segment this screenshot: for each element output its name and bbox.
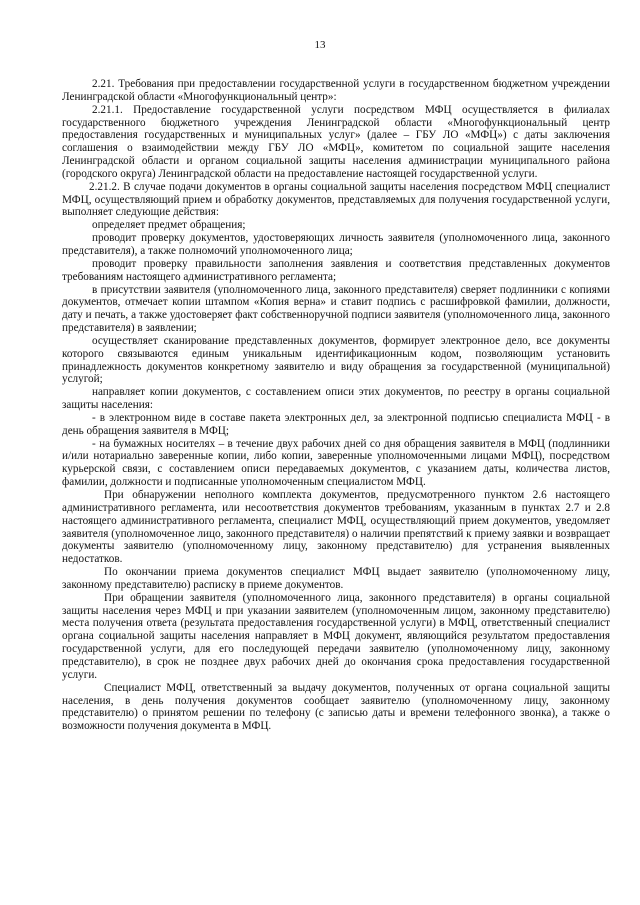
paragraph-result-transfer: При обращении заявителя (уполномоченного лица, законного представителя) в органы социальной защиты населения через МФЦ и при указании заявителем (уполномоченным лицом, законному представителю) места получения ответа (результата предоставления государственной услуги) в МФЦ, ответственный специалист органа социальной защиты населения направляет в МФЦ документ, являющийся результатом предоставления государственной услуги, для его последующей передачи заявителю (уполномоченному лицу, законному представителю), в срок не позднее двух рабочих дней до окончания срока предоставления государственной услуги. — [62, 591, 610, 681]
paragraph-action-scanning: осуществляет сканирование представленных документов, формирует электронное дело, все документы которого связываются единым уникальным идентификационным кодом, позволяющим установить принадлежность документов конкретному заявителю и виду обращения за государственной (муниципальной) услугой; — [62, 334, 610, 386]
paragraph-action-subject: определяет предмет обращения; — [92, 219, 246, 232]
page-number: 13 — [314, 39, 326, 51]
paragraph-electronic-delivery: - в электронном виде в составе пакета электронных дел, за электронной подписью специалиста МФЦ - в день обращения заявителя в МФЦ; — [62, 411, 610, 437]
paragraph-2-21: 2.21. Требования при предоставлении государственной услуги в государственном бюджетном учреждении Ленинградской области «Многофункциональный центр»: — [62, 78, 610, 103]
paragraph-action-copy-verification: в присутствии заявителя (уполномоченного лица, законного представителя) сверяет подлинники с копиями документов, отмечает копии штампом «Копия верна» и ставит подпись с расшифровкой фамилии, должности, дату и печать, а также удостоверяет факт собственноручной подписи заявителя (уполномоченного лица, законного представителя) в заявлении; — [62, 283, 610, 335]
paragraph-receipt: По окончании приема документов специалист МФЦ выдает заявителю (уполномоченному лицу, законному представителю) расписку в приеме документов. — [62, 566, 610, 591]
paragraph-incomplete-documents: При обнаружении неполного комплекта документов, предусмотренного пунктом 2.6 настоящего административного регламента, или несоответствия документов требованиям, указанным в пунктах 2.7 и 2.8 настоящего административного регламента, специалист МФЦ, осуществляющий прием документов, уведомляет заявителя (уполномоченное лицо, законного представителя) о наличии препятствий к приему заявки и возвращает документы заявителю (уполномоченному лицу, законному представителю) для устранения выявленных недостатков. — [62, 489, 610, 566]
document-body — [62, 78, 610, 733]
paragraph-2-21-2: 2.21.2. В случае подачи документов в органы социальной защиты населения посредством МФЦ специалист МФЦ, осуществляющий прием и обработку документов, представляемых для получения государственной услуги, выполняет следующие действия: — [62, 180, 610, 219]
paragraph-paper-delivery: - на бумажных носителях – в течение двух рабочих дней со дня обращения заявителя в МФЦ (подлинники и/или нотариально заверенные копии, либо копии, заверенные уполномоченными лицами МФЦ), посредством курьерской связи, с составлением описи передаваемых документов, с указанием даты, количества листов, фамилии, должности и подписанные уполномоченным специалистом МФЦ. — [62, 437, 610, 489]
paragraph-2-21-1: 2.21.1. Предоставление государственной услуги посредством МФЦ осуществляется в филиалах государственного бюджетного учреждения Ленинградской области «Многофункциональный центр предоставления государственных и муниципальных услуг» (далее – ГБУ ЛО «МФЦ») с даты заключения соглашения о взаимодействии между ГБУ ЛО «МФЦ», комитетом по социальной защите населения Ленинградской области и органом социальной защиты населения администрации муниципального района (городского округа) Ленинградской области на предоставление настоящей государственной услуги. — [62, 103, 610, 180]
paragraph-notification: Специалист МФЦ, ответственный за выдачу документов, полученных от органа социальной защиты населения, в день получения документов сообщает заявителю (уполномоченному лицу, законному представителю) о принятом решении по телефону (с записью даты и времени телефонного звонка), а также о возможности получения документа в МФЦ. — [62, 681, 610, 733]
paragraph-action-send-copies: направляет копии документов, с составлением описи этих документов, по реестру в органы социальной защиты населения: — [62, 386, 610, 412]
paragraph-action-identity-check: проводит проверку документов, удостоверяющих личность заявителя (уполномоченного лица, законного представителя), а также полномочий уполномоченного лица; — [62, 232, 610, 257]
paragraph-action-form-check: проводит проверку правильности заполнения заявления и соответствия представленных документов требованиям настоящего административного регламента; — [62, 257, 610, 283]
